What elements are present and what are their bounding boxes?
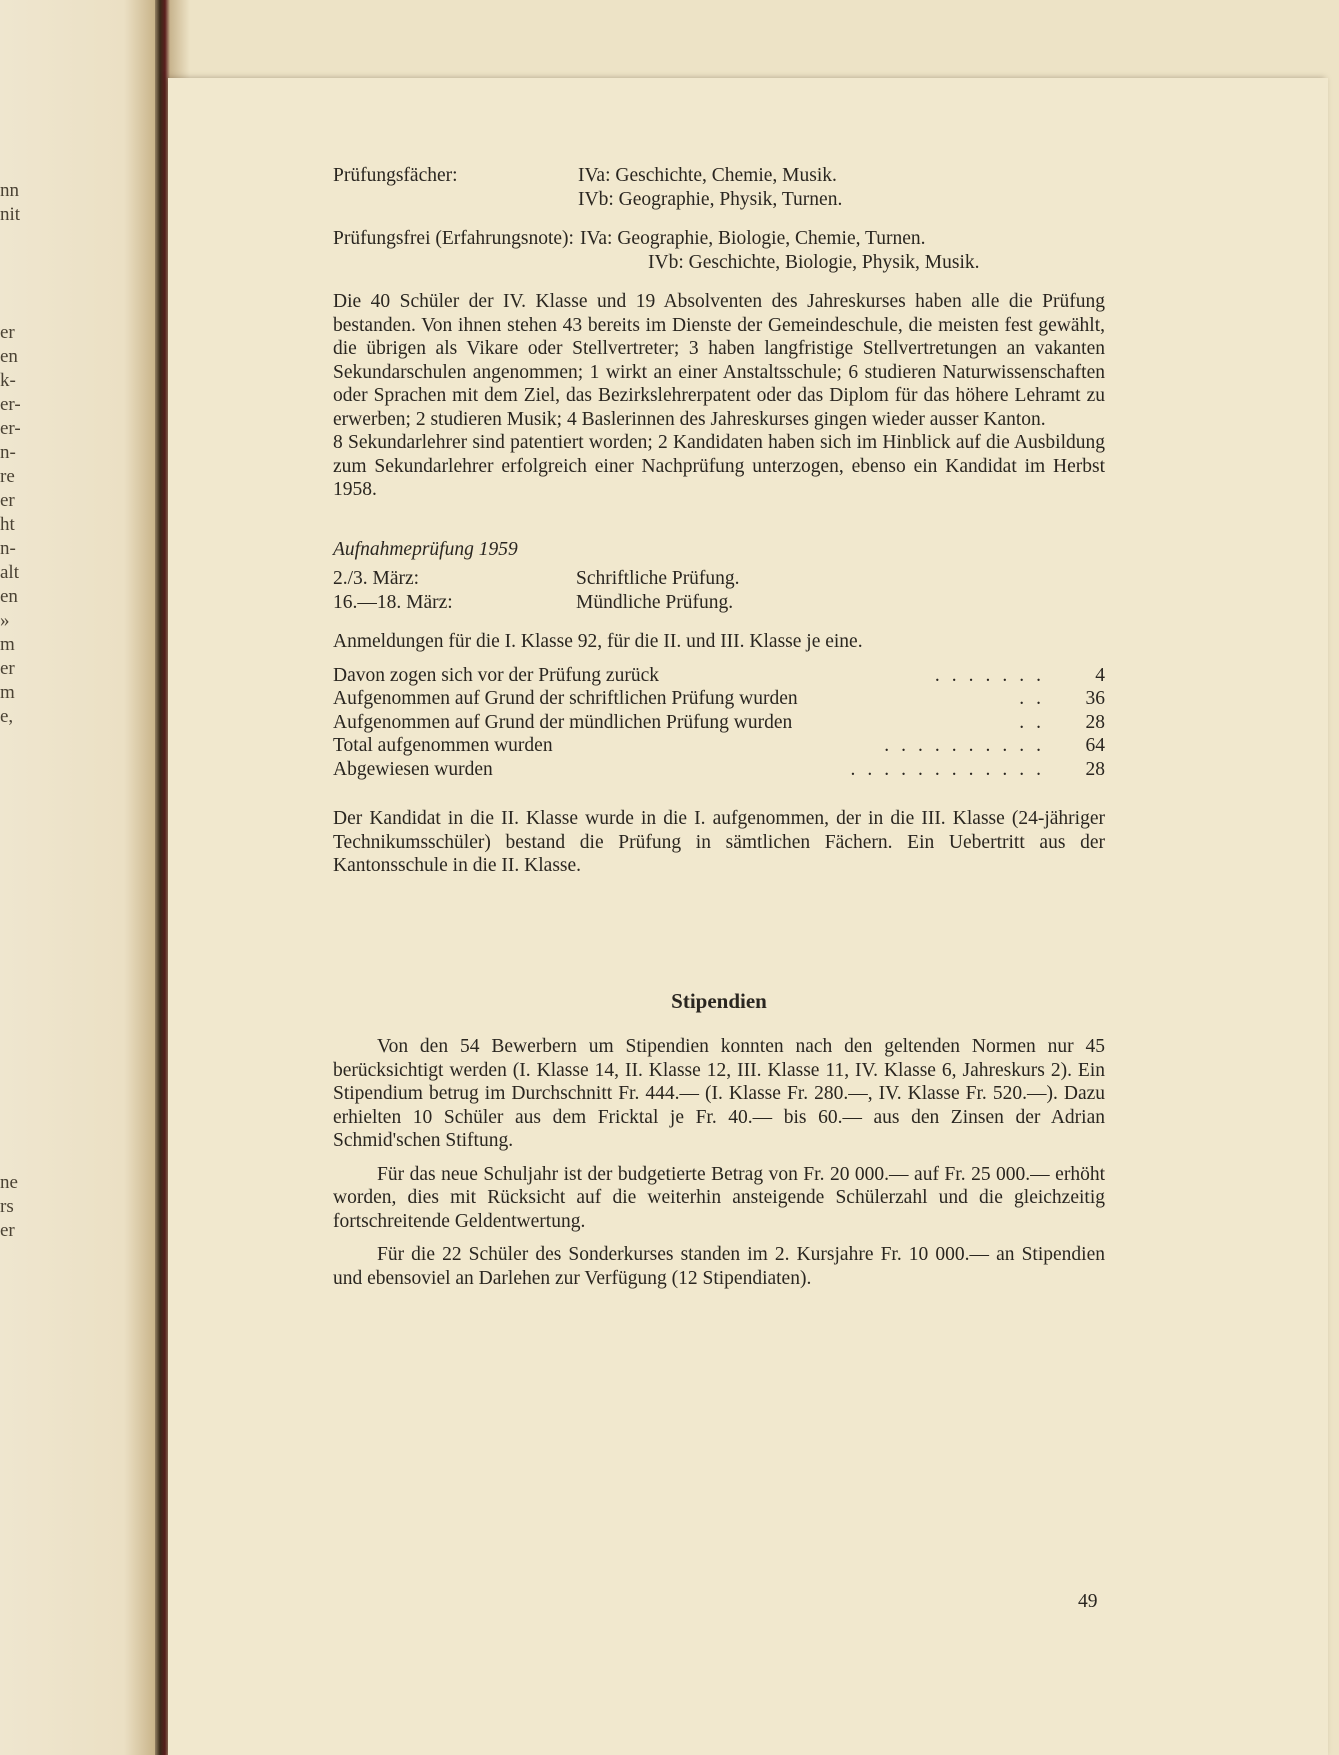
left-fragment: er <box>0 322 15 343</box>
stats-leader: .......... <box>884 735 1053 756</box>
left-fragment: nn <box>0 180 19 201</box>
left-fragment: e, <box>0 706 14 727</box>
exam-date: 2./3. März: <box>333 568 420 589</box>
anmeldungen-text: Anmeldungen für die I. Klasse 92, für die II. und III. Klasse je eine. <box>333 631 863 652</box>
left-fragment: m <box>0 682 15 703</box>
aufnahme-heading: Aufnahmeprüfung 1959 <box>333 538 518 560</box>
stats-row <box>333 664 1105 688</box>
stats-value: 4 <box>1095 664 1105 686</box>
left-fragment: n- <box>0 538 16 559</box>
left-fragment: re <box>0 466 15 487</box>
stipendien-paragraph: Für die 22 Schüler des Sonderkurses standen im 2. Kursjahre Fr. 10 000.— an Stipendien und ebensoviel an Darlehen zur Verfügung (12 Stipendiaten). <box>333 1244 1105 1289</box>
exam-event: Mündliche Prüfung. <box>576 591 734 613</box>
left-fragment: ht <box>0 514 15 535</box>
left-fragment: er- <box>0 418 21 439</box>
left-page <box>0 0 155 1755</box>
page-content <box>333 164 1105 1290</box>
stats-value: 28 <box>1085 711 1105 733</box>
stats-label: Davon zogen sich vor der Prüfung zurück <box>333 664 659 686</box>
pruefungsfrei-label: Prüfungsfrei (Erfahrungsnote): <box>333 228 574 249</box>
left-fragment: en <box>0 346 18 367</box>
stats-leader: ............ <box>850 758 1053 780</box>
left-fragment: rs <box>0 1196 14 1217</box>
stats-label: Abgewiesen wurden <box>333 758 493 780</box>
pruefungsfrei-row-2 <box>333 251 1105 275</box>
stats-label: Total aufgenommen wurden <box>333 735 553 756</box>
left-fragment: en <box>0 586 18 607</box>
left-fragment: er <box>0 1220 15 1241</box>
stats-label: Aufgenommen auf Grund der mündlichen Prüfung wurden <box>333 711 793 733</box>
left-fragment: er- <box>0 394 21 415</box>
pruefungsfrei-row-1 <box>333 227 1105 251</box>
exam-date: 16.—18. März: <box>333 591 453 613</box>
left-fragment: er <box>0 658 15 679</box>
left-fragment: alt <box>0 562 19 583</box>
section-title-stipendien: Stipendien <box>671 988 767 1013</box>
exam-event: Schriftliche Prüfung. <box>576 568 740 589</box>
stats-row <box>333 758 1105 782</box>
left-fragment: er <box>0 490 15 511</box>
right-page <box>168 78 1328 1755</box>
pruefungsfrei-line: IVa: Geographie, Biologie, Chemie, Turnen. <box>579 228 926 249</box>
stats-row <box>333 734 1105 758</box>
stats-label: Aufgenommen auf Grund der schriftlichen Prüfung wurden <box>333 688 798 709</box>
left-fragment: nit <box>0 204 21 225</box>
stats-leader: ....... <box>934 664 1053 686</box>
stats-leader: .. <box>1019 711 1053 733</box>
stats-leader: .. <box>1019 688 1053 709</box>
sekundarlehrer-paragraph: 8 Sekundarlehrer sind patentiert worden; 2 Kandidaten haben sich im Hinblick auf die Ausbildung zum Sekundarlehrer erfolgreich einer Nachprüfung unterzogen, ebenso ein Kandidat im Herbst 1958. <box>333 432 1105 500</box>
left-fragment: n- <box>0 442 16 463</box>
pruefungsfaecher-label: Prüfungsfächer: <box>333 165 458 186</box>
pruefungsfaecher-line: IVb: Geographie, Physik, Turnen. <box>578 188 843 210</box>
pruefungsfrei-line: IVb: Geschichte, Biologie, Physik, Musik. <box>648 251 980 273</box>
stats-value: 36 <box>1085 688 1105 709</box>
left-fragment: » <box>0 610 10 631</box>
kandidat-paragraph: Der Kandidat in die II. Klasse wurde in die I. aufgenommen, der in die III. Klasse (24-jähriger Technikumsschüler) bestand die Prüfung in sämtlichen Fächern. Ein Uebertritt aus der Kantonsschule in die II. Klasse. <box>333 808 1105 876</box>
exam-date-row <box>333 567 1105 591</box>
stipendien-paragraph: Für das neue Schuljahr ist der budgetierte Betrag von Fr. 20 000.— auf Fr. 25 000.— erhöht worden, dies mit Rücksicht auf die weiterhin ansteigende Schülerzahl und die gleichzeitig fortschreitende Geldentwertung. <box>333 1163 1105 1232</box>
stats-value: 64 <box>1085 735 1105 756</box>
pruefungsfaecher-line: IVa: Geschichte, Chemie, Musik. <box>578 165 837 186</box>
stats-row <box>333 711 1105 735</box>
exam-date-row <box>333 591 1105 615</box>
left-page-text-fragments <box>0 0 40 1755</box>
left-fragment: ne <box>0 1172 18 1193</box>
stipendien-paragraph: Von den 54 Bewerbern um Stipendien konnten nach den geltenden Normen nur 45 berücksichtigt werden (I. Klasse 14, II. Klasse 12, III. Klasse 11, IV. Klasse 6, Jahreskurs 2). Ein Stipendium betrug im Durchschnitt Fr. 444.— (I. Klasse Fr. 280.—, IV. Klasse Fr. 520.—). Dazu erhielten 10 Schüler aus dem Fricktal je Fr. 40.— bis 60.— aus den Zinsen der Adrian Schmid'schen Stiftung. <box>333 1036 1105 1151</box>
left-fragment: m <box>0 634 15 655</box>
stats-value: 28 <box>1085 758 1105 780</box>
left-fragment: k- <box>0 370 16 391</box>
page-number: 49 <box>1078 1591 1098 1612</box>
pruefungsfaecher-row-1 <box>333 164 1105 188</box>
pruefungsfaecher-row-2 <box>333 188 1105 212</box>
absolventen-paragraph: Die 40 Schüler der IV. Klasse und 19 Absolventen des Jahreskurses haben alle die Prüfung bestanden. Von ihnen stehen 43 bereits im Dienste der Gemeindeschule, die meisten fest gewählt, die übrigen als Vikare oder Stellvertreter; 3 haben langfristige Stellvertretungen an vakanten Sekundarschulen angenommen; 1 wirkt an einer Anstaltsschule; 6 studieren Naturwissenschaften oder Sprachen mit dem Ziel, das Bezirkslehrerpatent oder das Diplom für das höhere Lehramt zu erwerben; 2 studieren Musik; 4 Baslerinnen des Jahreskurses gingen wieder ausser Kanton. <box>333 291 1105 430</box>
stats-row <box>333 687 1105 711</box>
